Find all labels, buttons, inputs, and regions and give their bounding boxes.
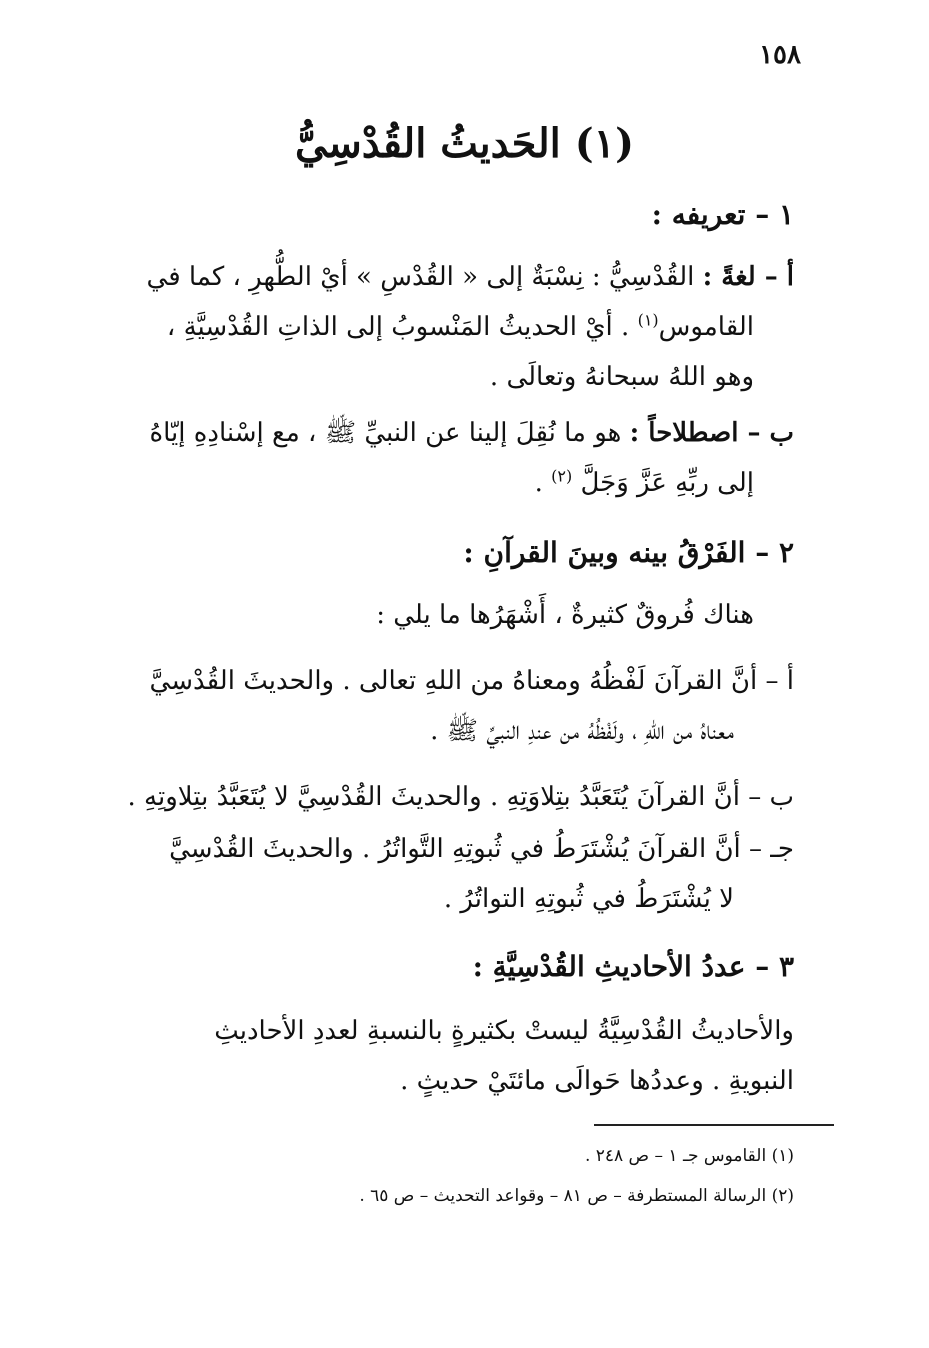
page-title: (١) الحَديثُ القُدْسِيُّ (294, 120, 635, 167)
section-difference (130, 528, 794, 578)
paragraph-line (130, 408, 794, 458)
difference-a (130, 656, 794, 756)
page-number: ١٥٨ (759, 40, 801, 70)
paragraph-line: النبويةِ . وعددُها حَوالَى مائتَيْ حديثٍ . (400, 1066, 794, 1096)
count-paragraph (130, 1006, 794, 1106)
technical-definition (130, 408, 794, 508)
paragraph-text: هو ما نُقِلَ إلينا عن النبيِّ ﷺ ، مع إسْنادِهِ إيّاهُ (149, 418, 622, 448)
paragraph-line: معناهُ من اللهِ ، ولَفْظُهُ من عندِ النبيِّ ﷺ . (430, 716, 734, 746)
footnote-1: (١) القاموس جـ ١ – ص ٢٤٨ . (584, 1146, 794, 1166)
item-label: أ – لغةً : (702, 262, 794, 292)
paragraph-line: جـ – أنَّ القرآنَ يُشْتَرَطُ في ثُبوتِهِ التَّواتُرُ . والحديثَ القُدْسِيَّ (169, 834, 794, 864)
paragraph-line (130, 302, 794, 352)
section-count (130, 942, 794, 992)
paragraph-text: إلى ربِّهِ عَزَّ وَجَلَّ (580, 468, 754, 498)
paragraph-line: لا يُشْتَرَطُ في ثُبوتِهِ التواتُرُ . (443, 884, 734, 914)
section-heading: ١ – تعريفه : (651, 198, 794, 231)
footnote-reference: (٢) (551, 466, 573, 486)
paragraph-line: ب – أنَّ القرآنَ يُتَعَبَّدُ بتِلاوَتِهِ . والحديثَ القُدْسِيَّ لا يُتَعَبَّدُ بتِلاوتِهِ . (127, 782, 794, 812)
paragraph-line: هناك فُروقٌ كثيرةٌ ، أَشْهَرُها ما يلي : (376, 600, 754, 630)
difference-b (127, 772, 794, 822)
section-heading: ٣ – عددُ الأحاديثِ القُدْسِيَّةِ : (472, 950, 794, 983)
paragraph-text: القاموس (658, 312, 754, 342)
footnote-divider (594, 1124, 834, 1126)
section-definition (130, 190, 794, 240)
paragraph-line: أ – أنَّ القرآنَ لَفْظُهُ ومعناهُ من اللهِ تعالى . والحديثَ القُدْسِيَّ (149, 666, 794, 696)
paragraph-text: القُدْسِيُّ : نِسْبَةٌ إلى « القُدْسِ » أيْ الطُّهرِ ، كما في (146, 262, 695, 292)
linguistic-definition (130, 252, 794, 402)
footnote-2: (٢) الرسالة المستطرفة – ص ٨١ – وقواعد التحديث – ص ٦٥ . (359, 1186, 794, 1206)
section-heading: ٢ – الفَرْقُ بينه وبينَ القرآنِ : (463, 536, 794, 569)
difference-intro (130, 590, 794, 640)
paragraph-line: والأحاديثُ القُدْسِيَّةُ ليستْ بكثيرةٍ بالنسبةِ لعددِ الأحاديثِ (214, 1016, 794, 1046)
difference-c (130, 824, 794, 924)
paragraph-line (130, 252, 794, 302)
paragraph-text: . أيْ الحديثُ المَنْسوبُ إلى الذاتِ القُدْسِيَّةِ ، (166, 312, 630, 342)
paragraph-text: . (534, 468, 543, 498)
paragraph-line: وهو اللهُ سبحانهُ وتعالَى . (489, 362, 754, 392)
footnote-reference: (١) (637, 310, 659, 330)
item-label: ب – اصطلاحاً : (629, 418, 794, 448)
paragraph-line (130, 458, 794, 508)
